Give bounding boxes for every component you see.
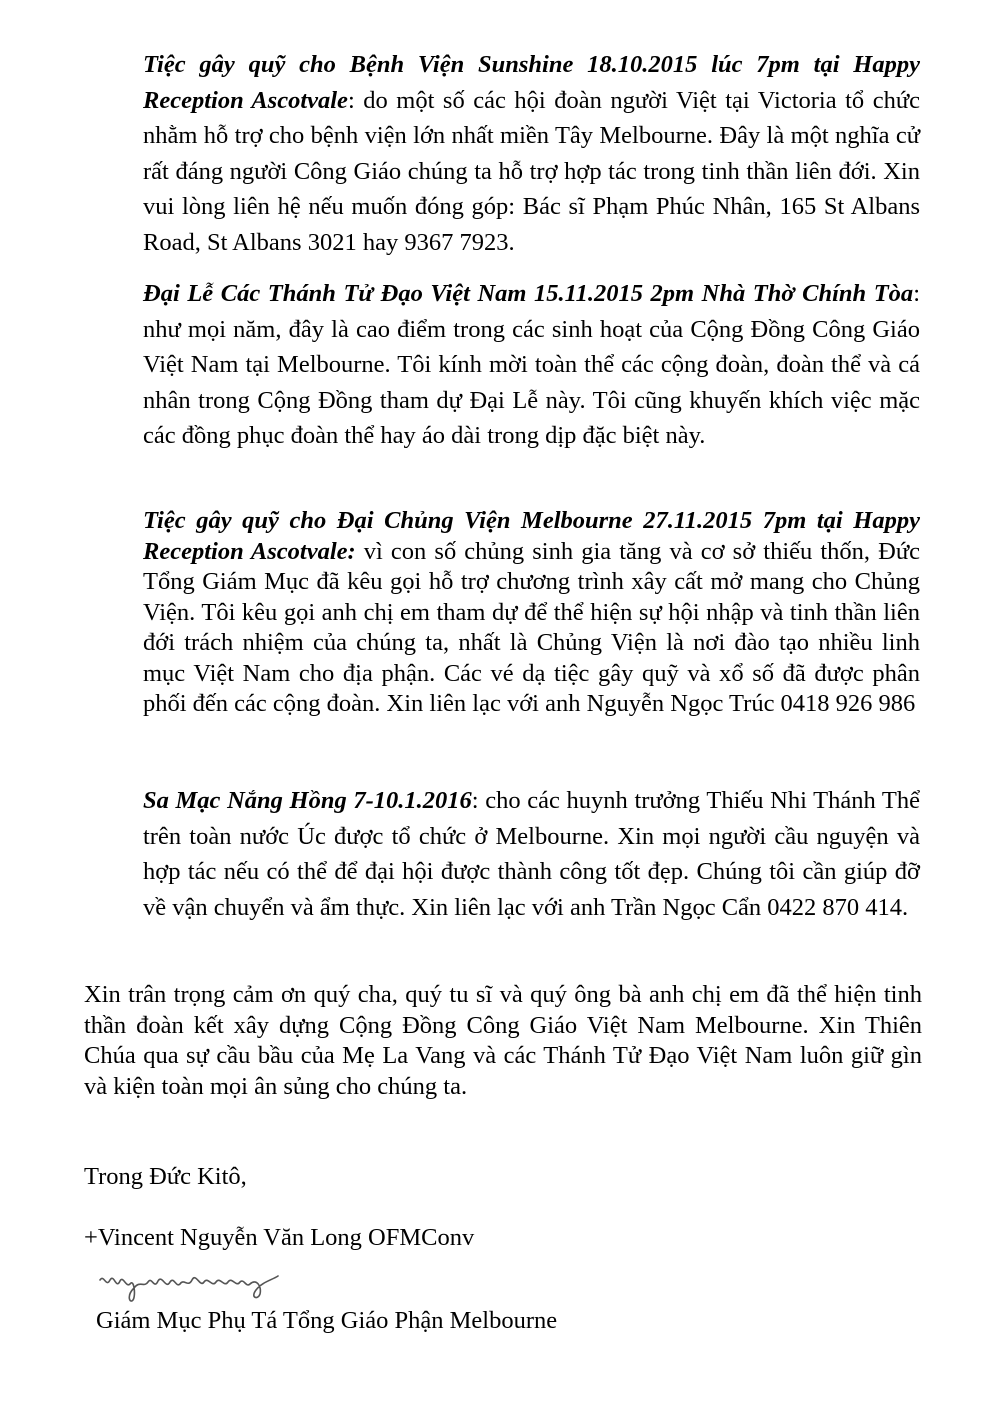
announcement-body: vì con số chủng sinh gia tăng và cơ sở thiếu thốn, Đức Tổng Giám Mục đã kêu gọi hỗ trợ chương trình xây cất mở mang cho Chủng Viện. Tôi kêu gọi anh chị em tham dự để thể hiện sự hội nhập và tinh thần liên đới trách nhiệm của chúng ta, nhất là Chủng Viện là nơi đào tạo nhiều linh mục Việt Nam cho địa phận. Các vé dạ tiệc gây quỹ và xổ số đã được phân phối đến các cộng đoàn. Xin liên lạc với anh Nguyễn Ngọc Trúc 0418 926 986 xyxy=(143,537,920,717)
handwritten-signature xyxy=(96,1266,286,1306)
signer-name: +Vincent Nguyễn Văn Long OFMConv xyxy=(84,1224,475,1251)
announcement-martyrs-mass xyxy=(143,276,920,454)
announcement-body: : do một số các hội đoàn người Việt tại Victoria tổ chức nhằm hỗ trợ cho bệnh viện lớn nhất miền Tây Melbourne. Đây là một nghĩa cử rất đáng người Công Giáo chúng ta hỗ trợ hợp tác trong tinh thần liên đới. Xin vui lòng liên hệ nếu muốn đóng góp: Bác sĩ Phạm Phúc Nhân, 165 St Albans Road, St Albans 3021 hay 9367 7923. xyxy=(143,86,920,256)
announcement-body: : cho các huynh trưởng Thiếu Nhi Thánh Thể trên toàn nước Úc được tổ chức ở Melbourne. Xin mọi người cầu nguyện và hợp tác nếu có thể để đại hội được thành công tốt đẹp. Chúng tôi cần giúp đỡ về vận chuyển và ẩm thực. Xin liên lạc với anh Trần Ngọc Cẩn 0422 870 414. xyxy=(143,787,920,921)
announcement-seminary-fundraiser xyxy=(143,506,920,720)
announcement-heading: Tiệc gây quỹ cho Bệnh Viện Sunshine 18.10.2015 lúc 7pm tại Happy Reception Ascotvale xyxy=(143,51,920,114)
announcement-heading: Sa Mạc Nắng Hồng 7-10.1.2016 xyxy=(143,787,472,814)
signer-title: Giám Mục Phụ Tá Tổng Giáo Phận Melbourne xyxy=(96,1307,558,1334)
announcement-heading: Đại Lễ Các Thánh Tử Đạo Việt Nam 15.11.2015 2pm Nhà Thờ Chính Tòa xyxy=(143,280,914,307)
announcement-heading: Tiệc gây quỹ cho Đại Chủng Viện Melbourne 27.11.2015 7pm tại Happy Reception Ascotvale: xyxy=(143,507,920,565)
closing-paragraph: Xin trân trọng cảm ơn quý cha, quý tu sĩ và quý ông bà anh chị em đã thể hiện tinh thần đoàn kết xây dựng Cộng Đồng Công Giáo Việt Nam Melbourne. Xin Thiên Chúa qua sự cầu bầu của Mẹ La Vang và các Thánh Tử Đạo Việt Nam luôn giữ gìn và kiện toàn mọi ân sủng cho chúng ta. xyxy=(84,981,922,1100)
farewell-line: Trong Đức Kitô, xyxy=(84,1163,247,1190)
announcement-body: : như mọi năm, đây là cao điểm trong các sinh hoạt của Cộng Đồng Công Giáo Việt Nam tại Melbourne. Tôi kính mời toàn thể các cộng đoàn, đoàn thể và cá nhân trong Cộng Đồng tham dự Đại Lễ này. Tôi cũng khuyến khích việc mặc các đồng phục đoàn thể hay áo dài trong dịp đặc biệt này. xyxy=(143,280,920,449)
announcement-sunshine-fundraiser xyxy=(143,47,920,260)
announcement-camp xyxy=(143,783,920,925)
